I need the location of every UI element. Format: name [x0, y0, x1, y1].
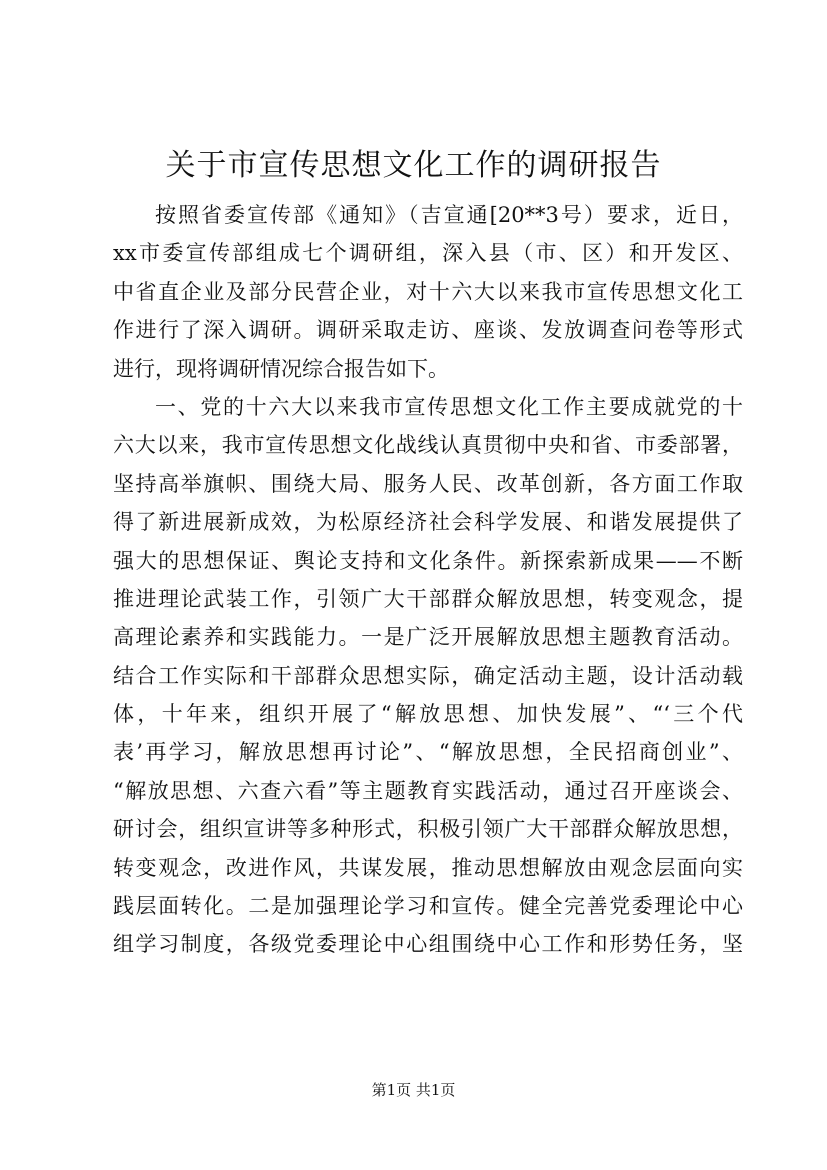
- body-line: 研讨会，组织宣讲等多种形式，积极引领广大干部群众解放思想，: [113, 817, 743, 842]
- body-line: 组学习制度，各级党委理论中心组围绕中心工作和形势任务，坚: [113, 932, 743, 957]
- page-footer: 第1页 共1页: [371, 1081, 456, 1099]
- body-line: 体，十年来，组织开展了“解放思想、加快发展”、“‘三个代: [113, 702, 743, 727]
- body-line: 一、党的十六大以来我市宣传思想文化工作主要成就党的十: [155, 394, 743, 419]
- body-line: xx市委宣传部组成七个调研组，深入县（市、区）和开发区、: [113, 241, 743, 266]
- body-line: 强大的思想保证、舆论支持和文化条件。新探索新成果——不断: [113, 548, 743, 573]
- body-line: 按照省委宣传部《通知》（吉宣通[20**3号）要求，近日，: [155, 203, 743, 227]
- body-line: 表’再学习，解放思想再讨论”、“解放思想，全民招商创业”、: [113, 740, 743, 765]
- body-line: 进行，现将调研情况综合报告如下。: [113, 356, 449, 381]
- document-body: [113, 196, 743, 964]
- body-line: “解放思想、六查六看”等主题教育实践活动，通过召开座谈会、: [113, 778, 743, 803]
- body-line: 推进理论武装工作，引领广大干部群众解放思想，转变观念，提: [113, 586, 743, 611]
- body-line: 六大以来，我市宣传思想文化战线认真贯彻中央和省、市委部署，: [113, 433, 743, 458]
- body-line: 转变观念，改进作风，共谋发展，推动思想解放由观念层面向实: [113, 855, 743, 880]
- body-line: 作进行了深入调研。调研采取走访、座谈、发放调查问卷等形式: [113, 318, 743, 343]
- document-title: 关于市宣传思想文化工作的调研报告: [165, 148, 662, 183]
- body-line: 坚持高举旗帜、围绕大局、服务人民、改革创新，各方面工作取: [113, 471, 743, 496]
- body-line: 结合工作实际和干部群众思想实际，确定活动主题，设计活动载: [113, 663, 743, 688]
- body-line: 践层面转化。二是加强理论学习和宣传。健全完善党委理论中心: [113, 894, 743, 919]
- body-line: 得了新进展新成效，为松原经济社会科学发展、和谐发展提供了: [113, 510, 743, 535]
- body-line: 中省直企业及部分民营企业，对十六大以来我市宣传思想文化工: [113, 279, 743, 304]
- body-line: 高理论素养和实践能力。一是广泛开展解放思想主题教育活动。: [113, 625, 743, 650]
